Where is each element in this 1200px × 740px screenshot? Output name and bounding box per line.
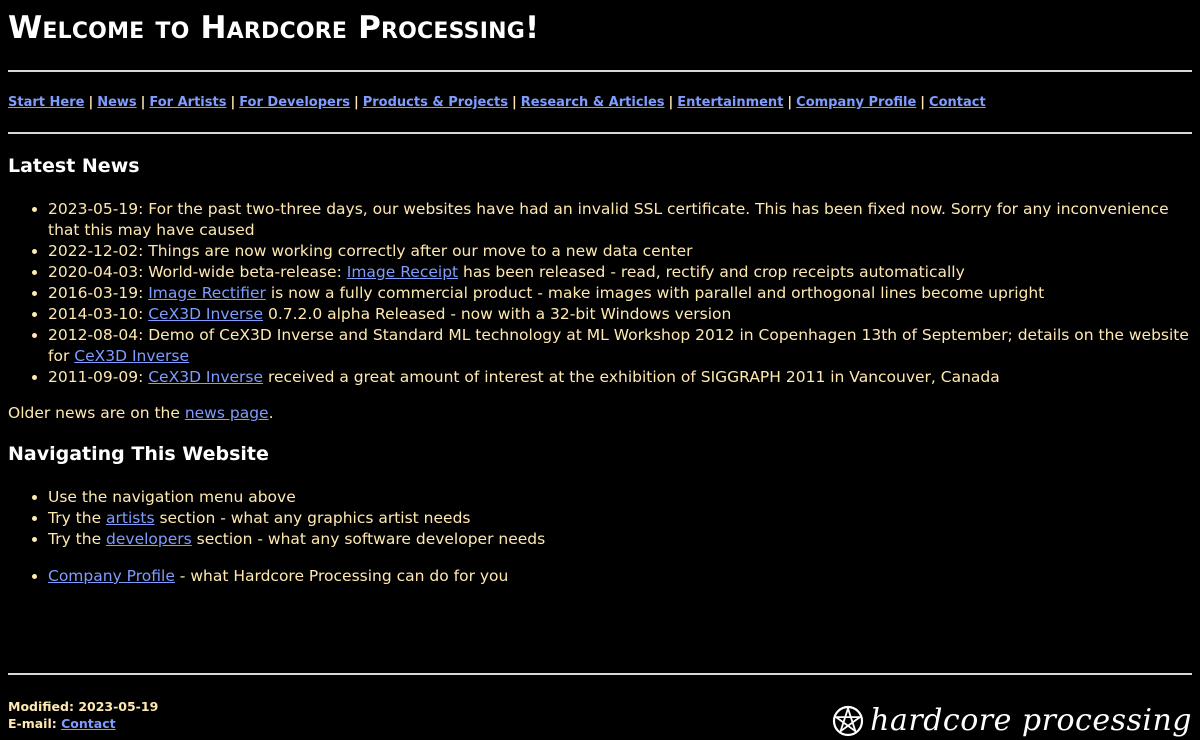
- list-text: section - what any software developer needs: [191, 530, 546, 548]
- news-text: 2012-08-04: Demo of CeX3D Inverse and Standard ML technology at ML Workshop 2012 in Copenhagen 13th of September; details on the website for: [48, 326, 1189, 365]
- news-item: [48, 199, 1192, 241]
- list-text: Use the navigation menu above: [48, 488, 296, 506]
- artists-link[interactable]: artists: [106, 509, 155, 527]
- news-text: 2022-12-02: Things are now working correctly after our move to a new data center: [48, 242, 693, 260]
- news-text: 0.7.2.0 alpha Released - now with a 32-bit Windows version: [263, 305, 732, 323]
- nav-for-artists[interactable]: For Artists: [149, 95, 227, 110]
- list-item: [48, 508, 1192, 529]
- nav-news[interactable]: News: [97, 95, 137, 110]
- news-item: [48, 283, 1192, 304]
- nav-separator: |: [353, 95, 359, 110]
- email-label: E-mail:: [8, 716, 57, 731]
- nav-separator: |: [512, 95, 517, 110]
- list-text: Try the: [48, 530, 107, 548]
- list-item: [48, 566, 1192, 587]
- modified-label: Modified:: [8, 699, 74, 714]
- nav-separator: |: [230, 95, 236, 110]
- older-news-text: [8, 404, 274, 422]
- footer-divider: [8, 673, 1192, 675]
- footer-info: [8, 698, 158, 732]
- header-divider: [8, 70, 1192, 72]
- list-item: [48, 487, 1192, 508]
- nav-for-developers[interactable]: For Developers: [239, 95, 350, 110]
- company-profile-link[interactable]: Company Profile: [48, 567, 175, 585]
- email-line: [8, 715, 158, 732]
- cex3d-inverse-link[interactable]: CeX3D Inverse: [148, 305, 264, 323]
- nav-contact[interactable]: Contact: [929, 95, 986, 110]
- news-list: [8, 199, 1192, 388]
- latest-news-heading: Latest News: [8, 155, 140, 177]
- news-text: 2023-05-19: For the past two-three days, our websites have had an invalid SSL certificate. This has been fixed now. Sorry for any inconvenience that this may have caused: [48, 200, 1169, 239]
- news-item: [48, 241, 1192, 262]
- nav-products-projects[interactable]: Products & Projects: [362, 95, 509, 110]
- news-item: [48, 325, 1192, 367]
- nav-separator: |: [787, 95, 793, 110]
- modified-line: [8, 698, 158, 715]
- page-title: Welcome to Hardcore Processing!: [8, 10, 540, 46]
- logo-text: hardcore processing: [870, 703, 1192, 738]
- nav-research-articles[interactable]: Research & Articles: [520, 95, 665, 110]
- news-page-link[interactable]: news page: [184, 404, 269, 422]
- news-text: 2011-09-09:: [48, 368, 149, 386]
- list-text: Try the: [48, 509, 107, 527]
- nav-company-profile[interactable]: Company Profile: [796, 95, 917, 110]
- list-text: section - what any graphics artist needs: [154, 509, 471, 527]
- news-text: received a great amount of interest at the exhibition of SIGGRAPH 2011 in Vancouver, Canada: [263, 368, 1000, 386]
- news-text: 2020-04-03: World-wide beta-release:: [48, 263, 347, 281]
- navigating-list: [8, 487, 1192, 550]
- image-rectifier-link[interactable]: Image Rectifier: [148, 284, 266, 302]
- news-text: is now a fully commercial product - make images with parallel and orthogonal lines become upright: [265, 284, 1045, 302]
- news-text: has been released - read, rectify and crop receipts automatically: [458, 263, 965, 281]
- news-text: 2016-03-19:: [48, 284, 149, 302]
- main-nav: [8, 95, 986, 110]
- modified-date: 2023-05-19: [78, 699, 159, 714]
- older-news-prefix: Older news are on the: [8, 404, 185, 422]
- company-list: [8, 566, 1192, 587]
- news-item: [48, 262, 1192, 283]
- cex3d-inverse-link[interactable]: CeX3D Inverse: [74, 347, 190, 365]
- developers-link[interactable]: developers: [106, 530, 192, 548]
- cex3d-inverse-link[interactable]: CeX3D Inverse: [148, 368, 264, 386]
- list-item: [48, 529, 1192, 550]
- nav-separator: |: [920, 95, 926, 110]
- image-receipt-link[interactable]: Image Receipt: [346, 263, 459, 281]
- news-text: 2014-03-10:: [48, 305, 149, 323]
- news-item: [48, 304, 1192, 325]
- nav-separator: |: [668, 95, 674, 110]
- hardcore-processing-logo[interactable]: [832, 703, 1192, 738]
- older-news-suffix: .: [268, 404, 274, 422]
- nav-entertainment[interactable]: Entertainment: [677, 95, 784, 110]
- list-text: - what Hardcore Processing can do for you: [174, 567, 509, 585]
- nav-divider: [8, 132, 1192, 134]
- navigating-heading: Navigating This Website: [8, 443, 269, 465]
- nav-separator: |: [140, 95, 146, 110]
- pentagram-icon: [832, 705, 864, 737]
- news-item: [48, 367, 1192, 388]
- nav-start-here[interactable]: Start Here: [8, 95, 85, 110]
- footer-contact-link[interactable]: Contact: [61, 716, 116, 731]
- nav-separator: |: [88, 95, 94, 110]
